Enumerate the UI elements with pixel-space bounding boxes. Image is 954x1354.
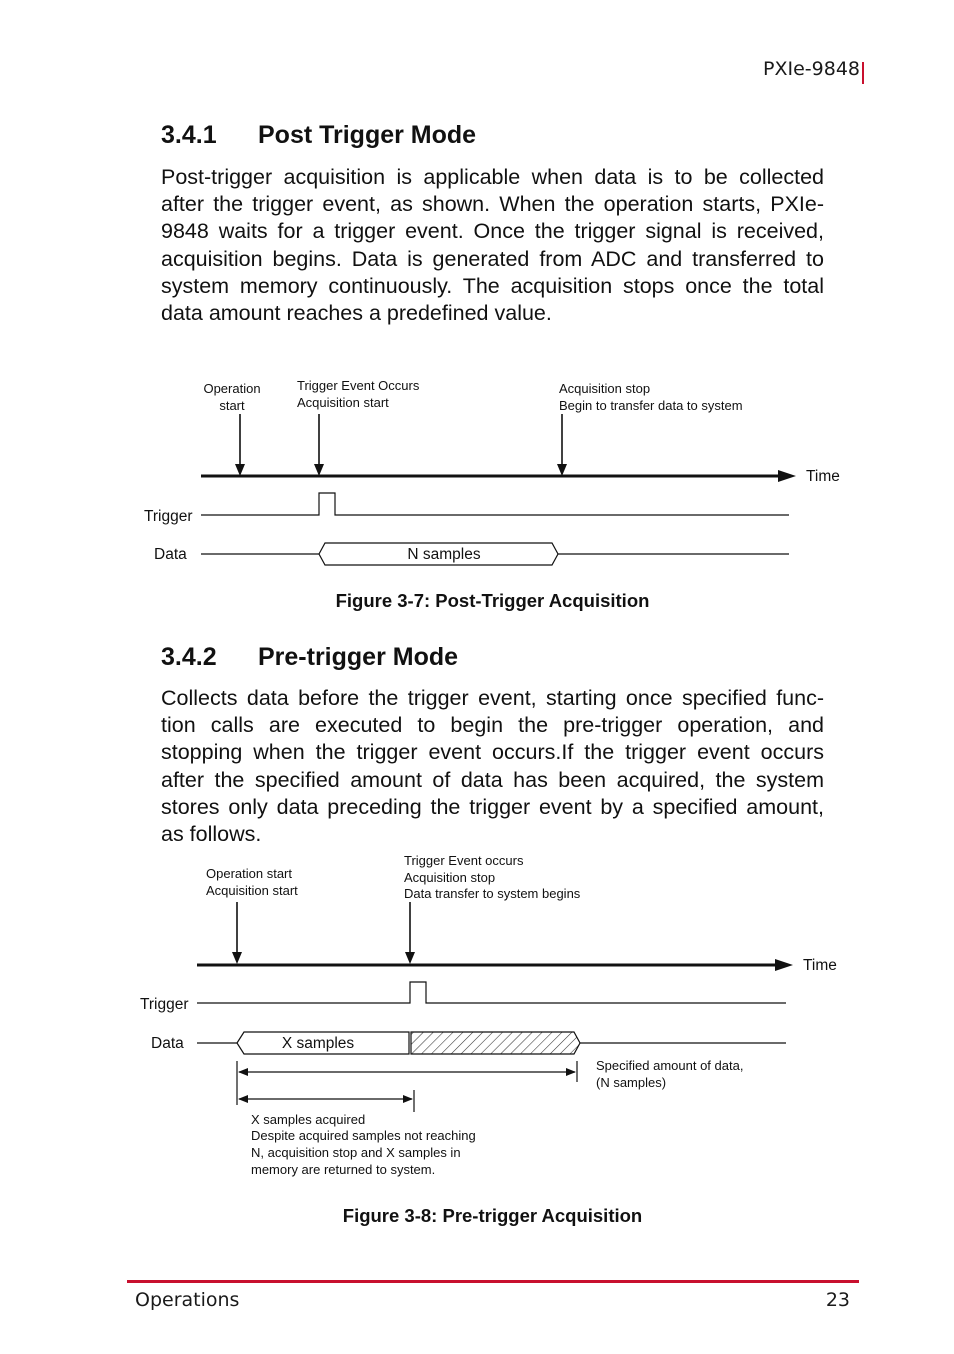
fig2-x-samples-label: X samples: [281, 1035, 355, 1052]
fig1-trigger-label-2: Acquisition start: [297, 395, 389, 410]
section-body-post-trigger: Post-trigger acquisition is applicable when data is to be collected after the trigger event, as shown. When the operation starts, PXIe-9848 waits for a trigger event. Once the trigger signal is received, acquisition begins. Data is generated from ADC and transferred to system memory continuously. The acquisition stops once the total data amount reaches a predefined value.: [161, 165, 824, 326]
fig2-note-line-1: X samples acquired: [251, 1112, 366, 1127]
fig2-trigger-label-2: Acquisition stop: [404, 870, 496, 885]
fig2-time-axis: [197, 959, 793, 971]
section-title: Post Trigger Mode: [258, 121, 477, 149]
fig1-trigger-signal-label: Trigger: [144, 508, 193, 525]
fig1-trigger-waveform: [201, 493, 789, 515]
fig2-trigger-waveform: [197, 982, 786, 1003]
footer-section-name: Operations: [135, 1289, 240, 1311]
footer-page-number: 23: [825, 1289, 850, 1311]
fig2-specified-label-2: (N samples): [596, 1075, 667, 1090]
fig2-note-line-3: N, acquisition stop and X samples in: [251, 1145, 461, 1160]
fig2-time-label: Time: [803, 957, 837, 974]
fig2-op-label-1: Operation start: [206, 866, 292, 881]
fig1-op-label-2: start: [219, 398, 245, 413]
footer-rule: [127, 1280, 859, 1283]
fig1-op-label-1: Operation: [203, 381, 261, 396]
section-title: Pre-trigger Mode: [258, 643, 459, 671]
fig1-trigger-label-1: Trigger Event Occurs: [297, 378, 420, 393]
fig2-trigger-label-1: Trigger Event occurs: [404, 853, 524, 868]
section-body-pre-trigger: Collects data before the trigger event, starting once specified func-tion calls are executed to begin the pre-trigger operation, and stopping when the trigger event occurs.If the trigger event occurs after the specified amount of data has been acquired, the system stores only data preceding the trigger event by a specified amount, as follows.: [161, 686, 824, 847]
running-header: PXIe-9848: [763, 58, 860, 80]
header-accent-bar: [862, 62, 864, 84]
fig1-down-arrows: [235, 414, 567, 476]
figure-caption-3-8: Figure 3-8: Pre-trigger Acquisition: [342, 1205, 643, 1226]
post-trigger-diagram: [130, 370, 860, 575]
section-heading-post-trigger: [161, 121, 761, 153]
fig2-trigger-label-3: Data transfer to system begins: [404, 886, 581, 901]
fig1-n-samples-label: N samples: [407, 546, 481, 563]
fig1-time-label: Time: [806, 468, 840, 485]
section-number: 3.4.2: [161, 643, 217, 671]
fig1-data-signal-label: Data: [154, 546, 187, 563]
pre-trigger-diagram: [130, 850, 860, 1185]
figure-caption-3-7: Figure 3-7: Post-Trigger Acquisition: [335, 590, 650, 611]
fig1-stop-label-1: Acquisition stop: [559, 381, 651, 396]
fig2-op-label-2: Acquisition start: [206, 883, 298, 898]
section-number: 3.4.1: [161, 121, 217, 149]
fig1-stop-label-2: Begin to transfer data to system: [559, 398, 743, 413]
fig2-note-line-2: Despite acquired samples not reaching: [251, 1128, 476, 1143]
fig2-down-arrows: [232, 902, 415, 964]
fig2-hatched-region: [411, 1032, 580, 1054]
fig2-specified-label-1: Specified amount of data,: [596, 1058, 744, 1073]
fig2-trigger-signal-label: Trigger: [140, 996, 189, 1013]
section-heading-pre-trigger: [161, 643, 761, 675]
fig2-note-line-4: memory are returned to system.: [251, 1162, 436, 1177]
fig2-x-samples-dimension: [238, 1090, 414, 1112]
fig2-data-signal-label: Data: [151, 1035, 184, 1052]
fig1-time-axis: [201, 470, 796, 482]
